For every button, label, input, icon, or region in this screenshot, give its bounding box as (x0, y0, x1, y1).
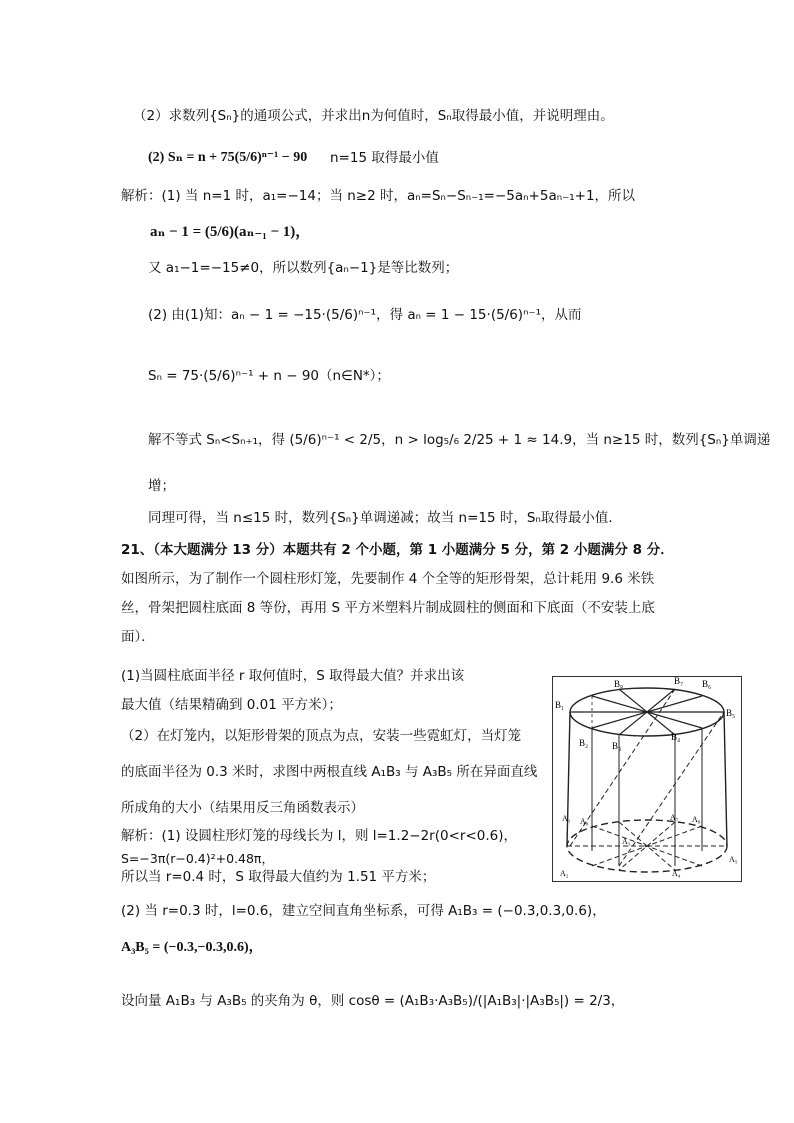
solution-line-4: Sₙ = 75·(5/6)ⁿ⁻¹ + n − 90（n∈N*）； (148, 368, 390, 384)
lantern-cylinder-figure (552, 676, 742, 882)
label-A5: A₅ (729, 855, 738, 864)
q21-part1-a: (1)当圆柱底面半径 r 取何值时，S 取得最大值？并求出该 (121, 668, 465, 684)
label-B1: B₁ (555, 700, 565, 710)
q21-part2-b: 的底面半径为 0.3 米时，求图中两根直线 A₁B₃ 与 A₃B₅ 所在异面直线 (121, 764, 538, 780)
label-A3: A₃ (622, 837, 631, 846)
q21-solution-5: A₃B₅ = (−0.3,−0.3,0.6)， (121, 940, 263, 955)
label-B3: B₃ (612, 741, 622, 751)
q21-body-3: 面）． (121, 629, 155, 645)
q21-part2-a: （2）在灯笼内，以矩形骨架的顶点为点，安装一些霓虹灯，当灯笼 (121, 728, 522, 744)
label-B7: B₇ (674, 676, 684, 686)
q21-part1-b: 最大值（结果精确到 0.01 平方米）； (121, 697, 342, 713)
label-A6: A₆ (692, 815, 701, 824)
q21-body-1: 如图所示，为了制作一个圆柱形灯笼，先要制作 4 个全等的矩形骨架，总计耗用 9.6 米铁 (121, 571, 655, 587)
label-A7: A₇ (670, 813, 679, 822)
q21-solution-1: 解析：(1) 设圆柱形灯笼的母线长为 l，则 l=1.2−2r(0<r<0.6)， (121, 828, 517, 844)
q21-solution-4: (2) 当 r=0.3 时，l=0.6，建立空间直角坐标系，可得 A₁B₃ = (−0.3,0.3,0.6)， (121, 903, 606, 919)
label-B6: B₆ (702, 679, 712, 689)
label-B4: B₄ (671, 732, 681, 742)
label-B5: B₅ (726, 708, 736, 718)
solution-formula-1: aₙ − 1 = (5/6)(aₙ₋₁ − 1)， (150, 224, 311, 240)
solution-line-6: 增； (148, 478, 175, 494)
label-A2: A₂ (560, 869, 569, 878)
solution-line-3: (2) 由(1)知：aₙ − 1 = −15·(5/6)ⁿ⁻¹，得 aₙ = 1 − 15·(5/6)ⁿ⁻¹，从而 (148, 307, 582, 323)
q21-title: 21、（本大题满分 13 分）本题共有 2 个小题，第 1 小题满分 5 分，第 2 小题满分 8 分． (121, 542, 674, 558)
label-A8: A₈ (580, 817, 589, 826)
p2-question: （2）求数列{Sₙ}的通项公式，并求出n为何值时，Sₙ取得最小值，并说明理由。 (133, 108, 614, 124)
label-A4: A₄ (672, 869, 681, 878)
label-A1: A₁ (562, 814, 571, 823)
q21-part2-c: 所成角的大小（结果用反三角函数表示） (121, 800, 364, 816)
label-B8: B₈ (614, 679, 624, 689)
q21-body-2: 丝，骨架把圆柱底面 8 等份，再用 S 平方米塑料片制成圆柱的侧面和下底面（不安装上底 (121, 600, 655, 616)
q21-solution-2: S=−3π(r−0.4)²+0.48π， (121, 851, 274, 866)
q21-solution-6: 设向量 A₁B₃ 与 A₃B₅ 的夹角为 θ，则 cosθ = (A₁B₃·A₃B₅)/(|A₁B₃|·|A₃B₅|) = 2/3， (121, 993, 625, 1009)
solution-line-5: 解不等式 Sₙ<Sₙ₊₁，得 (5/6)ⁿ⁻¹ < 2/5，n > log₅/₆ 2/25 + 1 ≈ 14.9，当 n≥15 时，数列{Sₙ}单调递 (148, 432, 771, 448)
solution-line-2: 又 a₁−1=−15≠0，所以数列{aₙ−1}是等比数列； (148, 260, 459, 276)
p2-answer-formula: (2) Sₙ = n + 75(5/6)ⁿ⁻¹ − 90 (148, 150, 308, 165)
solution-line-1: 解析：(1) 当 n=1 时，a₁=−14；当 n≥2 时，aₙ=Sₙ−Sₙ₋₁=−5aₙ+5aₙ₋₁+1，所以 (121, 188, 636, 204)
q21-solution-3: 所以当 r=0.4 时，S 取得最大值约为 1.51 平方米； (121, 869, 436, 885)
label-B2: B₂ (579, 738, 589, 748)
p2-answer-note: n=15 取得最小值 (330, 150, 439, 166)
solution-line-7: 同理可得，当 n≤15 时，数列{Sₙ}单调递减；故当 n=15 时，Sₙ取得最小值． (148, 510, 622, 526)
